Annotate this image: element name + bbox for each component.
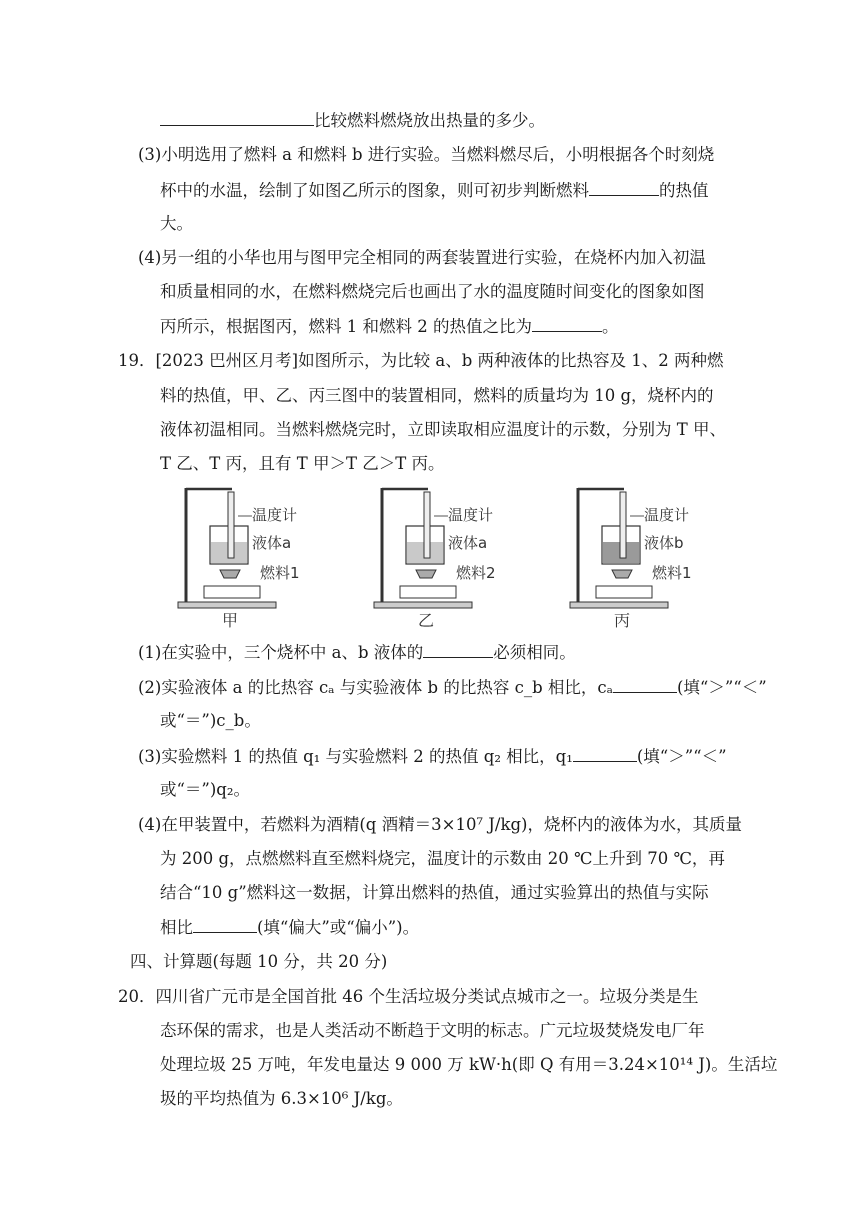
- text-line: 料的热值，甲、乙、丙三图中的装置相同，燃料的质量均为 10 g，烧杯内的: [160, 386, 714, 405]
- text-line: 或“＝”)q₂。: [160, 780, 250, 799]
- fuel-stand: [400, 586, 456, 598]
- answer-blank[interactable]: [573, 744, 637, 762]
- text-line: 圾的平均热值为 6.3×10⁶ J/kg。: [160, 1089, 403, 1108]
- base-plate: [570, 602, 668, 608]
- text-line: 结合“10 g”燃料这一数据，计算出燃料的热值，通过实验算出的热值与实际: [160, 883, 709, 902]
- base-plate: [374, 602, 472, 608]
- fuel-label: 燃料2: [456, 564, 496, 582]
- liquid-label: 液体a: [448, 534, 488, 552]
- fuel-burner-icon: [612, 570, 632, 578]
- fuel-stand: [204, 586, 260, 598]
- text-span: (填“＞”“＜”: [636, 747, 727, 766]
- text-span: 相比: [160, 918, 193, 937]
- setup-bing: [570, 488, 692, 630]
- caption: 丙: [614, 611, 631, 630]
- text-line: 处理垃圾 25 万吨，年发电量达 9 000 万 kW·h(即 Q 有用＝3.24×10¹⁴ J)。生活垃: [160, 1055, 778, 1074]
- text-line: 态环保的需求，也是人类活动不断趋于文明的标志。广元垃圾焚烧发电厂年: [160, 1021, 705, 1040]
- text-span: (3)实验燃料 1 的热值 q₁ 与实验燃料 2 的热值 q₂ 相比，q₁: [138, 747, 573, 766]
- answer-blank[interactable]: [532, 314, 602, 332]
- question-19-stem: 19．[2023 巴州区月考]如图所示，为比较 a、b 两种液体的比热容及 1、2 两种燃: [118, 351, 724, 370]
- text-line: 或“＝”)c_b。: [160, 711, 261, 730]
- text-span: (填“偏大”或“偏小”)。: [257, 918, 420, 937]
- text-line: 为 200 g，点燃燃料直至燃料烧完，温度计的示数由 20 ℃上升到 70 ℃，再: [160, 849, 725, 868]
- text-line: [160, 178, 709, 203]
- setup-yi: [374, 488, 496, 630]
- text-line: [138, 675, 767, 700]
- caption: 甲: [222, 611, 239, 630]
- liquid-label: 液体a: [252, 534, 292, 552]
- thermometer-label: 温度计: [644, 506, 690, 524]
- text-line: [138, 744, 727, 769]
- text-line: 液体初温相同。当燃料燃烧完时，立即读取相应温度计的示数，分别为 T 甲、: [160, 420, 726, 439]
- text-line: (4)在甲装置中，若燃料为酒精(q 酒精＝3×10⁷ J/kg)，烧杯内的液体为水，其质量: [138, 815, 742, 834]
- fuel-stand: [596, 586, 652, 598]
- text-line: [160, 915, 419, 940]
- text-line: (3)小明选用了燃料 a 和燃料 b 进行实验。当燃料燃尽后，小明根据各个时刻烧: [138, 145, 715, 164]
- thermometer-icon: [228, 492, 234, 558]
- text-line: (4)另一组的小华也用与图甲完全相同的两套装置进行实验，在烧杯内加入初温: [138, 248, 706, 267]
- fuel-burner-icon: [416, 570, 436, 578]
- answer-blank[interactable]: [160, 108, 314, 126]
- setup-jia: [178, 488, 300, 630]
- text-span: 丙所示，根据图丙，燃料 1 和燃料 2 的热值之比为: [160, 317, 532, 336]
- answer-blank[interactable]: [193, 915, 257, 933]
- caption: 乙: [418, 611, 435, 630]
- answer-blank[interactable]: [423, 640, 493, 658]
- text-line: [160, 314, 618, 339]
- liquid-label: 液体b: [644, 534, 684, 552]
- answer-blank[interactable]: [589, 178, 659, 196]
- text-line: [160, 108, 545, 133]
- text-line: [138, 640, 576, 665]
- fuel-burner-icon: [220, 570, 240, 578]
- text-span: (1)在实验中，三个烧杯中 a、b 液体的: [138, 643, 424, 662]
- question-20-stem: 20．四川省广元市是全国首批 46 个生活垃圾分类试点城市之一。垃圾分类是生: [118, 987, 699, 1006]
- thermometer-label: 温度计: [448, 506, 494, 524]
- thermometer-label: 温度计: [252, 506, 298, 524]
- thermometer-icon: [424, 492, 430, 558]
- answer-blank[interactable]: [613, 675, 677, 693]
- text-span: 的热值: [659, 181, 709, 200]
- experiment-figure: [170, 482, 730, 630]
- text-span: 比较燃料燃烧放出热量的多少。: [314, 111, 545, 130]
- text-span: 杯中的水温，绘制了如图乙所示的图象，则可初步判断燃料: [160, 181, 589, 200]
- thermometer-icon: [620, 492, 626, 558]
- text-span: 。: [601, 317, 619, 336]
- base-plate: [178, 602, 276, 608]
- text-line: T 乙、T 丙，且有 T 甲＞T 乙＞T 丙。: [160, 454, 445, 473]
- section-heading: 四、计算题(每题 10 分，共 20 分): [130, 952, 388, 971]
- fuel-label: 燃料1: [652, 564, 692, 582]
- text-line: 大。: [160, 214, 193, 233]
- text-span: 必须相同。: [493, 643, 576, 662]
- fuel-label: 燃料1: [260, 564, 300, 582]
- text-line: 和质量相同的水，在燃料燃烧完后也画出了水的温度随时间变化的图象如图: [160, 282, 705, 301]
- text-span: (填“＞”“＜”: [677, 678, 767, 697]
- text-span: (2)实验液体 a 的比热容 cₐ 与实验液体 b 的比热容 c_b 相比，cₐ: [138, 678, 613, 697]
